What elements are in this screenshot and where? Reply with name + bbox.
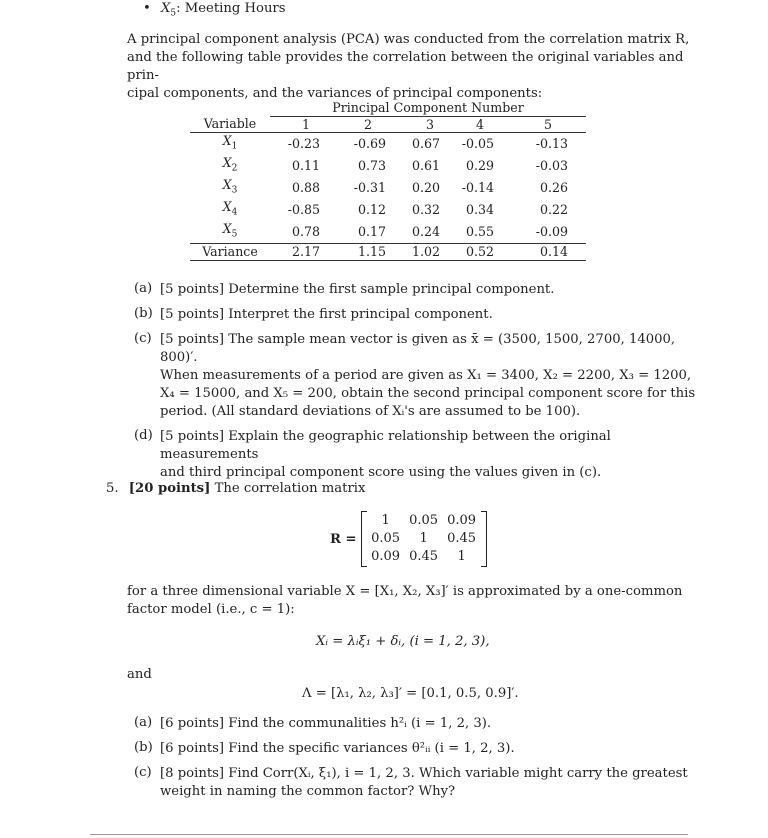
row-variable-subscript: 5 xyxy=(231,229,238,240)
table-cell: -0.03 xyxy=(535,158,568,174)
part-label: (c) xyxy=(134,765,152,780)
matrix-cell: 0.09 xyxy=(447,513,477,528)
matrix-cell: 0.45 xyxy=(447,531,477,546)
row-variable: X xyxy=(222,155,232,171)
part-text-line: [5 points] The sample mean vector is given as x̄ = (3500, 1500, 2700, 14000, 800)′. xyxy=(160,332,676,365)
question-points: [20 points] xyxy=(128,481,211,496)
part-text-line: When measurements of a period are given as X₁ = 3400, X₂ = 2200, X₃ = 1200, xyxy=(160,368,692,383)
table-cell: 0.26 xyxy=(539,180,568,196)
table-cell: -0.31 xyxy=(353,180,386,196)
matrix-grid xyxy=(367,512,481,566)
table-cell: 0.11 xyxy=(291,158,320,174)
row-variable: X xyxy=(222,221,232,237)
part-label: (d) xyxy=(134,428,153,443)
table-cell: 0.22 xyxy=(539,202,568,218)
matrix-right-bracket xyxy=(481,511,487,567)
correlation-matrix xyxy=(330,511,487,567)
part-c xyxy=(134,331,709,421)
part-text-line: weight in naming the common factor? Why? xyxy=(160,784,456,799)
part-d xyxy=(134,428,709,482)
loading-vector-equation: Λ = [λ₁, λ₂, λ₃]′ = [0.1, 0.5, 0.9]′. xyxy=(302,686,519,701)
table-cell: 0.29 xyxy=(465,158,494,174)
bullet-label: : Meeting Hours xyxy=(176,1,286,16)
part-text-line: and third principal component score using the values given in (c). xyxy=(160,465,602,480)
variance-label: Variance xyxy=(202,244,258,260)
row-variable-subscript: 2 xyxy=(231,163,238,174)
table-row xyxy=(190,221,586,244)
table-cell: 0.52 xyxy=(465,244,494,260)
table-cell: 1.15 xyxy=(357,244,386,260)
table-cell: 0.67 xyxy=(411,136,440,152)
matrix-label: R = xyxy=(330,531,357,547)
bullet-symbol: • xyxy=(143,1,151,16)
table-group-header: Principal Component Number xyxy=(270,100,586,116)
pc-header-5: 5 xyxy=(543,116,552,132)
table-cell: 0.32 xyxy=(411,202,440,218)
bullet-item-x5 xyxy=(143,0,286,23)
pc-header-4: 4 xyxy=(475,116,484,132)
intro-line-3: cipal components, and the variances of principal components: xyxy=(127,86,543,101)
table-cell: 0.78 xyxy=(291,224,320,240)
part-label: (b) xyxy=(134,306,153,321)
table-cell: 0.20 xyxy=(411,180,440,196)
table-variance-row xyxy=(190,244,586,261)
matrix-cell: 0.05 xyxy=(371,531,401,546)
table-row xyxy=(190,155,586,177)
bullet-variable-subscript: 5 xyxy=(170,8,177,19)
pc-header-1: 1 xyxy=(301,116,310,132)
table-row xyxy=(190,177,586,199)
table-cell: -0.85 xyxy=(287,202,320,218)
part-text-line: period. (All standard deviations of Xᵢ's are assumed to be 100). xyxy=(160,404,581,419)
table-cell: -0.69 xyxy=(353,136,386,152)
table-cell: -0.14 xyxy=(461,180,494,196)
part-b xyxy=(134,740,709,758)
factor-model-equation: Xᵢ = λᵢξ₁ + δᵢ, (i = 1, 2, 3), xyxy=(316,634,490,649)
page-footer-rule xyxy=(90,834,688,835)
part-text: [6 points] Find the communalities h²ᵢ (i = 1, 2, 3). xyxy=(160,716,492,731)
part-label: (b) xyxy=(134,740,153,755)
table-cell: -0.23 xyxy=(287,136,320,152)
table-cell: 0.55 xyxy=(465,224,494,240)
table-cell: 0.14 xyxy=(539,244,568,260)
row-variable: X xyxy=(222,199,232,215)
matrix-cell: 1 xyxy=(457,549,466,564)
part-label: (a) xyxy=(134,281,153,296)
part-text: [5 points] Interpret the first principal component. xyxy=(160,307,493,322)
row-variable-subscript: 1 xyxy=(231,141,238,152)
question-5-header xyxy=(106,481,365,496)
table-cell: -0.09 xyxy=(535,224,568,240)
part-label: (a) xyxy=(134,715,153,730)
table-cell: 0.24 xyxy=(411,224,440,240)
part-b xyxy=(134,306,709,324)
table-cell: 1.02 xyxy=(411,244,440,260)
table-cell: 0.61 xyxy=(411,158,440,174)
table-cell: 0.17 xyxy=(357,224,386,240)
bullet-variable: X xyxy=(160,1,171,16)
matrix-cell: 1 xyxy=(419,531,428,546)
matrix-cell: 0.45 xyxy=(409,549,439,564)
question-5-parts xyxy=(134,715,709,801)
question-4-parts xyxy=(134,281,709,482)
pc-header-3: 3 xyxy=(425,116,434,132)
part-a xyxy=(134,281,709,299)
description-line: factor model (i.e., c = 1): xyxy=(127,602,295,617)
intro-line-2: and the following table provides the correlation between the original variables and prin- xyxy=(127,50,684,83)
matrix-cell: 0.05 xyxy=(409,513,439,528)
part-c xyxy=(134,765,709,801)
part-text: [5 points] Determine the first sample principal component. xyxy=(160,282,555,297)
table-cell: 0.34 xyxy=(465,202,494,218)
matrix-cell: 1 xyxy=(381,513,390,528)
part-text-line: [8 points] Find Corr(Xᵢ, ξ₁), i = 1, 2, 3. Which variable might carry the greatest xyxy=(160,766,688,781)
question-5-description xyxy=(127,583,717,619)
table-cell: 0.12 xyxy=(357,202,386,218)
part-text-line: [5 points] Explain the geographic relationship between the original measurements xyxy=(160,429,611,462)
table-row xyxy=(190,133,586,156)
row-variable-subscript: 3 xyxy=(231,185,238,196)
question-number: 5. xyxy=(106,481,119,496)
row-variable: X xyxy=(222,133,232,148)
table-cell: -0.05 xyxy=(461,136,494,152)
part-a xyxy=(134,715,709,733)
row-variable: X xyxy=(222,177,232,193)
pca-correlation-table xyxy=(190,100,586,261)
and-word: and xyxy=(127,667,152,682)
part-text-line: X₄ = 15000, and X₅ = 200, obtain the second principal component score for this xyxy=(160,386,696,401)
table-variable-header: Variable xyxy=(203,116,257,132)
intro-line-1: A principal component analysis (PCA) was conducted from the correlation matrix R, xyxy=(127,32,690,47)
row-variable-subscript: 4 xyxy=(231,207,238,218)
table-cell: -0.13 xyxy=(535,136,568,152)
table-row xyxy=(190,199,586,221)
pca-intro-paragraph xyxy=(127,31,717,103)
description-line: for a three dimensional variable X = [X₁, X₂, X₃]′ is approximated by a one-common xyxy=(127,584,683,599)
question-lead: The correlation matrix xyxy=(214,481,366,496)
part-text: [6 points] Find the specific variances θ²ᵢᵢ (i = 1, 2, 3). xyxy=(160,741,515,756)
part-label: (c) xyxy=(134,331,152,346)
matrix-cell: 0.09 xyxy=(371,549,401,564)
table-cell: 0.88 xyxy=(291,180,320,196)
table-cell: 0.73 xyxy=(357,158,386,174)
table-cell: 2.17 xyxy=(291,244,320,260)
pc-header-2: 2 xyxy=(363,116,372,132)
